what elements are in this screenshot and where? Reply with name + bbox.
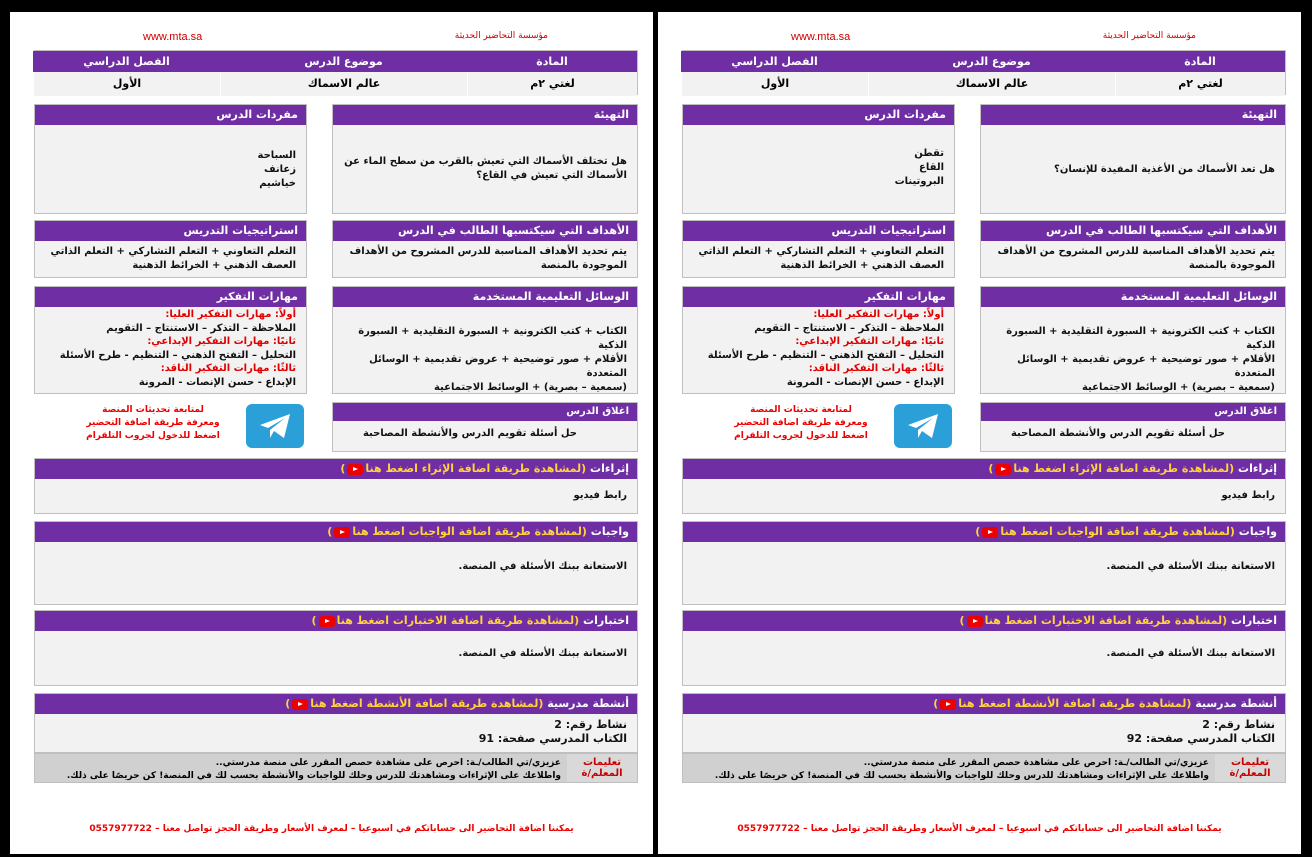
thinking-line: الإبداع - حسن الإنصات - المرونة [786, 376, 944, 388]
telegram-icon[interactable] [894, 404, 952, 448]
homework-title[interactable] [683, 522, 1285, 542]
homework-text: الاستعانة ببنك الأسئلة في المنصة. [458, 561, 627, 572]
tests-text: الاستعانة ببنك الأسئلة في المنصة. [1106, 648, 1275, 659]
paren: ) [327, 525, 333, 538]
paren: ) [933, 697, 939, 710]
homework-text: الاستعانة ببنك الأسئلة في المنصة. [1106, 561, 1275, 572]
book-page-value: 92 [1126, 732, 1143, 745]
footer-contact[interactable]: يمكننا اضافة التحاضير الى حساباتكم في اسبوعيا – لمعرف الأسعار وطريقة الحجز تواصل معنا – 0557977722 [89, 824, 574, 834]
vocab-item: البروتينات [894, 176, 944, 187]
youtube-icon[interactable] [995, 464, 1011, 475]
thinking-heading: أولاً: مهارات التفكير العليا: [165, 309, 296, 320]
tests-label: اختبارات [583, 614, 629, 627]
homework-label: واجبات [590, 525, 629, 538]
tests-title[interactable] [35, 611, 637, 631]
homework-link[interactable]: (لمشاهدة طريقة اضافة الواجبات اضغط هنا [1000, 525, 1235, 538]
teacher-note-line: واطلاعك على الإثراءات ومشاهدتك للدرس وحلك للواجبات والأنشطة بحسب لك في المنصة! كن حريصًا على ذلك. [714, 771, 1209, 781]
vocab-item: زعانف [263, 164, 296, 175]
youtube-icon[interactable] [319, 616, 335, 627]
thinking-heading: ثالثًا: مهارات التفكير الناقد: [160, 363, 296, 374]
thinking-heading: ثانيًا: مهارات التفكير الإبداعي: [147, 336, 296, 347]
tests-text: الاستعانة ببنك الأسئلة في المنصة. [458, 648, 627, 659]
activities-title[interactable] [683, 694, 1285, 714]
strategies-line: العصف الذهني + الخرائط الذهنية [132, 260, 296, 271]
intro-text: هل تختلف الأسماك التي تعيش بالقرب من سطح الماء عن الأسماك التي تعيش في القاع؟ [344, 156, 627, 181]
tools-line: (سمعية – بصرية) + الوسائط الاجتماعية [1081, 382, 1275, 393]
activities-link[interactable]: (لمشاهدة طريقة اضافة الأنشطة اضغط هنا [310, 697, 544, 710]
enrich-section [682, 458, 1286, 514]
homework-section [682, 521, 1286, 605]
enrich-section [34, 458, 638, 514]
tools-section [980, 286, 1286, 394]
teacher-note-line: عزيزي/تي الطالب/ـة: احرص على مشاهدة حصص المقرر على منصة مدرستي.. [863, 758, 1209, 768]
book-page-value: 91 [478, 732, 495, 745]
promo-line: ومعرفة طريقة اضافة التحضير [734, 418, 868, 428]
strategies-line: التعلم التعاوني + التعلم التشاركي + التعلم الذاتي [50, 246, 296, 257]
thinking-title: مهارات التفكير [35, 287, 306, 307]
goals-text: يتم تحديد الأهداف المناسبة للدرس المشروح من الأهداف الموجودة بالمنصة [997, 246, 1275, 271]
paren: ) [285, 697, 291, 710]
intro-section [980, 104, 1286, 214]
paren: ) [311, 614, 317, 627]
promo-line: لمتابعة تحديثات المنصة [102, 405, 204, 415]
term-header: الفصل الدراسي [681, 51, 868, 72]
book-page-label: الكتاب المدرسي صفحة: [1145, 732, 1275, 745]
thinking-line: الإبداع - حسن الإنصات - المرونة [138, 376, 296, 388]
intro-section [332, 104, 638, 214]
tools-line: الكتاب + كتب الكترونية + السبورة التقليدية + السبورة الذكية [1006, 326, 1275, 351]
paren: ) [959, 614, 965, 627]
tests-section [682, 610, 1286, 686]
tests-link[interactable]: (لمشاهدة طريقة اضافة الاختبارات اضغط هنا [336, 614, 580, 627]
vocab-item: خياشيم [259, 178, 296, 189]
page-topline [658, 31, 1301, 45]
activities-title[interactable] [35, 694, 637, 714]
topic-value: عالم الاسماك [220, 72, 467, 96]
tools-title: الوسائل التعليمية المستخدمة [333, 287, 637, 307]
vocab-title: مفردات الدرس [35, 105, 306, 125]
strategies-title: استراتيجيات التدريس [683, 221, 954, 241]
teacher-notes [682, 753, 1286, 783]
goals-title: الأهداف التي سيكتسبها الطالب في الدرس [333, 221, 637, 241]
strategies-section [682, 220, 955, 278]
telegram-promo[interactable] [726, 404, 876, 443]
tests-title[interactable] [683, 611, 1285, 631]
enrich-title[interactable] [35, 459, 637, 479]
enrich-text: رابط فيديو [1221, 490, 1275, 501]
thinking-line: الملاحظة – التذكر – الاستنتاج – التقويم [754, 322, 944, 334]
thinking-section [34, 286, 307, 394]
closing-text: حل أسئلة تقويم الدرس والأنشطة المصاحبة [362, 428, 577, 439]
enrich-label: إثراءات [1238, 462, 1277, 475]
strategies-line: العصف الذهني + الخرائط الذهنية [780, 260, 944, 271]
thinking-line: التحليل – التفتح الذهني – التنظيم - طرح الأسئلة [707, 349, 944, 361]
closing-section [332, 402, 638, 452]
lesson-page-left [10, 12, 653, 854]
tools-line: (سمعية – بصرية) + الوسائط الاجتماعية [433, 382, 627, 393]
org-name: مؤسسة التحاضير الحديثة [454, 31, 548, 41]
activities-label: أنشطة مدرسية [547, 697, 629, 710]
vocab-section [34, 104, 307, 214]
site-url[interactable]: www.mta.sa [143, 31, 203, 43]
telegram-icon[interactable] [246, 404, 304, 448]
tools-line: الأقلام + صور توضيحية + عروض تقديمية + الوسائل المتعددة [1017, 354, 1275, 379]
youtube-icon[interactable] [967, 616, 983, 627]
paren: ) [988, 462, 994, 475]
term-header: الفصل الدراسي [33, 51, 220, 72]
strategies-section [34, 220, 307, 278]
paren: ) [975, 525, 981, 538]
enrich-title[interactable] [683, 459, 1285, 479]
subject-value: لغتي ٢م [467, 72, 637, 96]
tools-line: الأقلام + صور توضيحية + عروض تقديمية + الوسائل المتعددة [369, 354, 627, 379]
lesson-info-table [682, 50, 1286, 95]
goals-section [980, 220, 1286, 278]
activities-section [682, 693, 1286, 753]
closing-section [980, 402, 1286, 452]
org-name: مؤسسة التحاضير الحديثة [1102, 31, 1196, 41]
intro-title: التهيئة [333, 105, 637, 125]
vocab-item: تقطن [914, 148, 944, 159]
youtube-icon[interactable] [347, 464, 363, 475]
term-value: الأول [33, 72, 220, 96]
thinking-section [682, 286, 955, 394]
subject-header: المادة [467, 51, 637, 72]
teacher-notes [34, 753, 638, 783]
topic-value: عالم الاسماك [868, 72, 1115, 96]
promo-line: اضغط للدخول لجروب التلقرام [86, 431, 220, 441]
homework-title[interactable] [35, 522, 637, 542]
intro-text: هل تعد الأسماك من الأغذية المفيدة للإنسان؟ [1054, 164, 1275, 175]
subject-value: لغتي ٢م [1115, 72, 1285, 96]
homework-label: واجبات [1238, 525, 1277, 538]
closing-text: حل أسئلة تقويم الدرس والأنشطة المصاحبة [1010, 428, 1225, 439]
thinking-title: مهارات التفكير [683, 287, 954, 307]
enrich-text: رابط فيديو [573, 490, 627, 501]
thinking-line: التحليل – التفتح الذهني – التنظيم - طرح الأسئلة [59, 349, 296, 361]
topic-header: موضوع الدرس [868, 51, 1115, 72]
promo-line: ومعرفة طريقة اضافة التحضير [86, 418, 220, 428]
closing-title: اغلاق الدرس [333, 403, 637, 421]
footer-contact[interactable]: يمكننا اضافة التحاضير الى حساباتكم في اسبوعيا – لمعرف الأسعار وطريقة الحجز تواصل معنا – 0557977722 [737, 824, 1222, 834]
vocab-section [682, 104, 955, 214]
tests-section [34, 610, 638, 686]
enrich-label: إثراءات [590, 462, 629, 475]
lesson-info-table [34, 50, 638, 95]
goals-section [332, 220, 638, 278]
enrich-link[interactable]: (لمشاهدة طريقة اضافة الإثراء اضغط هنا [365, 462, 587, 475]
youtube-icon[interactable] [982, 527, 998, 538]
term-value: الأول [681, 72, 868, 96]
homework-link[interactable]: (لمشاهدة طريقة اضافة الواجبات اضغط هنا [352, 525, 587, 538]
homework-section [34, 521, 638, 605]
goals-text: يتم تحديد الأهداف المناسبة للدرس المشروح من الأهداف الموجودة بالمنصة [349, 246, 627, 271]
intro-title: التهيئة [981, 105, 1285, 125]
activities-section [34, 693, 638, 753]
activities-label: أنشطة مدرسية [1195, 697, 1277, 710]
teacher-notes-label: تعليمات المعلم/ة [567, 754, 637, 782]
promo-line: لمتابعة تحديثات المنصة [750, 405, 852, 415]
teacher-note-line: واطلاعك على الإثراءات ومشاهدتك للدرس وحلك للواجبات والأنشطة بحسب لك في المنصة! كن حريصًا على ذلك. [66, 771, 561, 781]
paren: ) [340, 462, 346, 475]
vocab-item: السباحة [257, 150, 296, 161]
site-url[interactable]: www.mta.sa [791, 31, 851, 43]
thinking-heading: ثالثًا: مهارات التفكير الناقد: [808, 363, 944, 374]
closing-title: اغلاق الدرس [981, 403, 1285, 421]
youtube-icon[interactable] [334, 527, 350, 538]
lesson-page-right [658, 12, 1301, 854]
goals-title: الأهداف التي سيكتسبها الطالب في الدرس [981, 221, 1285, 241]
activities-link[interactable]: (لمشاهدة طريقة اضافة الأنشطة اضغط هنا [958, 697, 1192, 710]
thinking-heading: ثانيًا: مهارات التفكير الإبداعي: [795, 336, 944, 347]
page-topline [10, 31, 653, 45]
telegram-promo[interactable] [78, 404, 228, 443]
youtube-icon[interactable] [292, 699, 308, 710]
teacher-note-line: عزيزي/تي الطالب/ـة: احرص على مشاهدة حصص المقرر على منصة مدرستي.. [215, 758, 561, 768]
subject-header: المادة [1115, 51, 1285, 72]
topic-header: موضوع الدرس [220, 51, 467, 72]
activity-number: نشاط رقم: 2 [1202, 718, 1275, 731]
promo-line: اضغط للدخول لجروب التلقرام [734, 431, 868, 441]
tools-title: الوسائل التعليمية المستخدمة [981, 287, 1285, 307]
tests-link[interactable]: (لمشاهدة طريقة اضافة الاختبارات اضغط هنا [984, 614, 1228, 627]
book-page-label: الكتاب المدرسي صفحة: [497, 732, 627, 745]
tools-section [332, 286, 638, 394]
thinking-heading: أولاً: مهارات التفكير العليا: [813, 309, 944, 320]
strategies-line: التعلم التعاوني + التعلم التشاركي + التعلم الذاتي [698, 246, 944, 257]
vocab-title: مفردات الدرس [683, 105, 954, 125]
teacher-notes-label: تعليمات المعلم/ة [1215, 754, 1285, 782]
youtube-icon[interactable] [940, 699, 956, 710]
vocab-item: القاع [919, 162, 944, 173]
activity-number: نشاط رقم: 2 [554, 718, 627, 731]
enrich-link[interactable]: (لمشاهدة طريقة اضافة الإثراء اضغط هنا [1013, 462, 1235, 475]
thinking-line: الملاحظة – التذكر – الاستنتاج – التقويم [106, 322, 296, 334]
tools-line: الكتاب + كتب الكترونية + السبورة التقليدية + السبورة الذكية [358, 326, 627, 351]
tests-label: اختبارات [1231, 614, 1277, 627]
strategies-title: استراتيجيات التدريس [35, 221, 306, 241]
